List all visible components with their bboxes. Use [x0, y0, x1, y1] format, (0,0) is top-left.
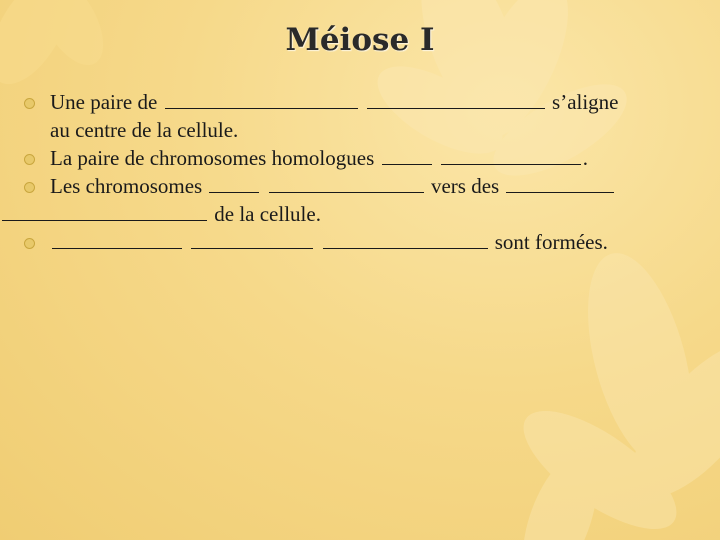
- answer-blank: [165, 107, 358, 109]
- bullet-3-text-c: de la cellule.: [214, 202, 321, 226]
- answer-blank: [441, 163, 581, 165]
- answer-blank: [323, 247, 488, 249]
- answer-blank: [2, 219, 207, 221]
- bullet-icon: [24, 154, 35, 165]
- bullet-icon: [24, 238, 35, 249]
- bullet-3-continuation: [0, 200, 702, 228]
- bullet-3-text-b: vers des: [430, 174, 500, 198]
- bullet-2-text-a: La paire de chromosomes homologues: [50, 146, 375, 170]
- answer-blank: [191, 247, 313, 249]
- bullet-1-text-c: au centre de la cellule.: [50, 118, 239, 142]
- answer-blank: [367, 107, 545, 109]
- answer-blank: [506, 191, 614, 193]
- bullet-icon: [24, 98, 35, 109]
- answer-blank: [209, 191, 259, 193]
- bullet-icon: [24, 182, 35, 193]
- bullet-4-text-a: sont formées.: [494, 230, 608, 254]
- slide-title: Méiose I: [285, 22, 435, 58]
- answer-blank: [269, 191, 424, 193]
- bullet-item-3: [22, 172, 702, 200]
- bullet-item-4: [22, 228, 702, 256]
- answer-blank: [52, 247, 182, 249]
- bullet-1-text-a: Une paire de: [50, 90, 158, 114]
- bullet-1-text-b: s’aligne: [552, 90, 619, 114]
- answer-blank: [382, 163, 432, 165]
- bullet-item-1: [22, 88, 702, 144]
- slide-content: [22, 88, 702, 256]
- bullet-3-text-a: Les chromosomes: [50, 174, 203, 198]
- bullet-item-2: [22, 144, 702, 172]
- bullet-2-text-b: .: [582, 146, 588, 170]
